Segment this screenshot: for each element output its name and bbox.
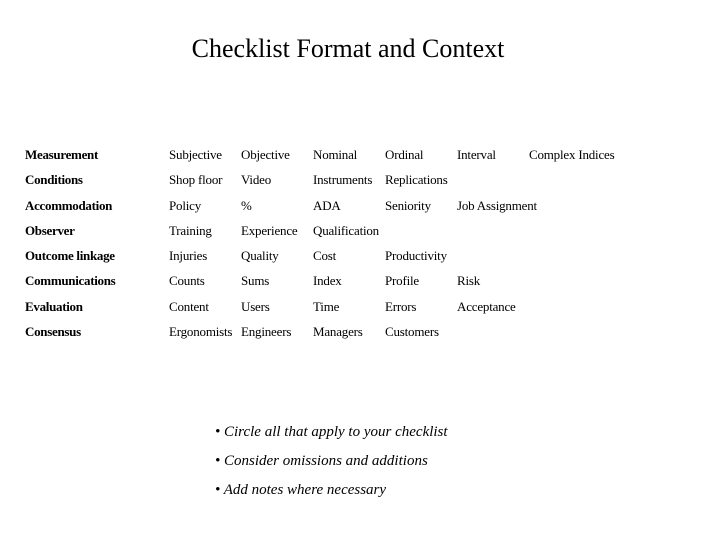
instruction-item: • Circle all that apply to your checklist [215, 424, 448, 440]
row-label: Conditions [25, 172, 83, 188]
instruction-item: • Consider omissions and additions [215, 453, 428, 469]
option-cell: Index [313, 273, 342, 289]
row-label: Evaluation [25, 298, 83, 314]
row-label: Observer [25, 222, 75, 238]
option-cell: Content [169, 298, 209, 314]
option-cell: Interval [457, 147, 496, 162]
option-cell: Complex Indices [529, 147, 615, 162]
option-cell: Profile [385, 273, 419, 289]
option-cell: Sums [241, 273, 270, 289]
option-cell: Shop floor [169, 172, 223, 188]
option-cell: Training [169, 222, 212, 238]
option-cell: Counts [169, 273, 205, 289]
option-cell: Time [313, 298, 340, 314]
option-cell: Injuries [169, 248, 208, 264]
option-cell: Video [241, 172, 271, 188]
option-cell: Policy [169, 197, 202, 213]
option-cell: Qualification [313, 222, 379, 238]
option-cell: % [241, 197, 252, 213]
option-cell: Managers [313, 324, 363, 340]
option-cell: Instruments [313, 172, 373, 188]
row-label: Consensus [25, 324, 81, 340]
row-label: Outcome linkage [25, 248, 115, 264]
row-label: Measurement [25, 147, 98, 162]
slide-title: Checklist Format and Context [191, 34, 505, 63]
option-cell: Subjective [169, 147, 222, 162]
option-cell: Seniority [385, 197, 431, 213]
option-cell: Experience [241, 222, 298, 238]
option-cell: Errors [385, 298, 417, 314]
option-cell: Acceptance [457, 298, 516, 314]
row-label: Communications [25, 273, 116, 289]
option-cell: Ergonomists [169, 324, 233, 340]
option-cell: ADA [313, 197, 341, 213]
instruction-list [215, 424, 448, 511]
option-cell: Engineers [241, 324, 292, 340]
option-cell: Cost [313, 248, 337, 264]
option-cell: Customers [385, 324, 439, 340]
instruction-item: • Add notes where necessary [215, 482, 387, 498]
option-cell: Nominal [313, 147, 358, 162]
option-cell: Users [241, 298, 270, 314]
option-cell: Ordinal [385, 147, 424, 162]
row-label: Accommodation [25, 197, 113, 213]
option-cell: Objective [241, 147, 290, 162]
option-cell: Job Assignment [457, 197, 537, 213]
option-cell: Quality [241, 248, 279, 264]
option-cell: Risk [457, 273, 481, 289]
option-cell: Productivity [385, 248, 447, 264]
option-cell: Replications [385, 172, 448, 188]
